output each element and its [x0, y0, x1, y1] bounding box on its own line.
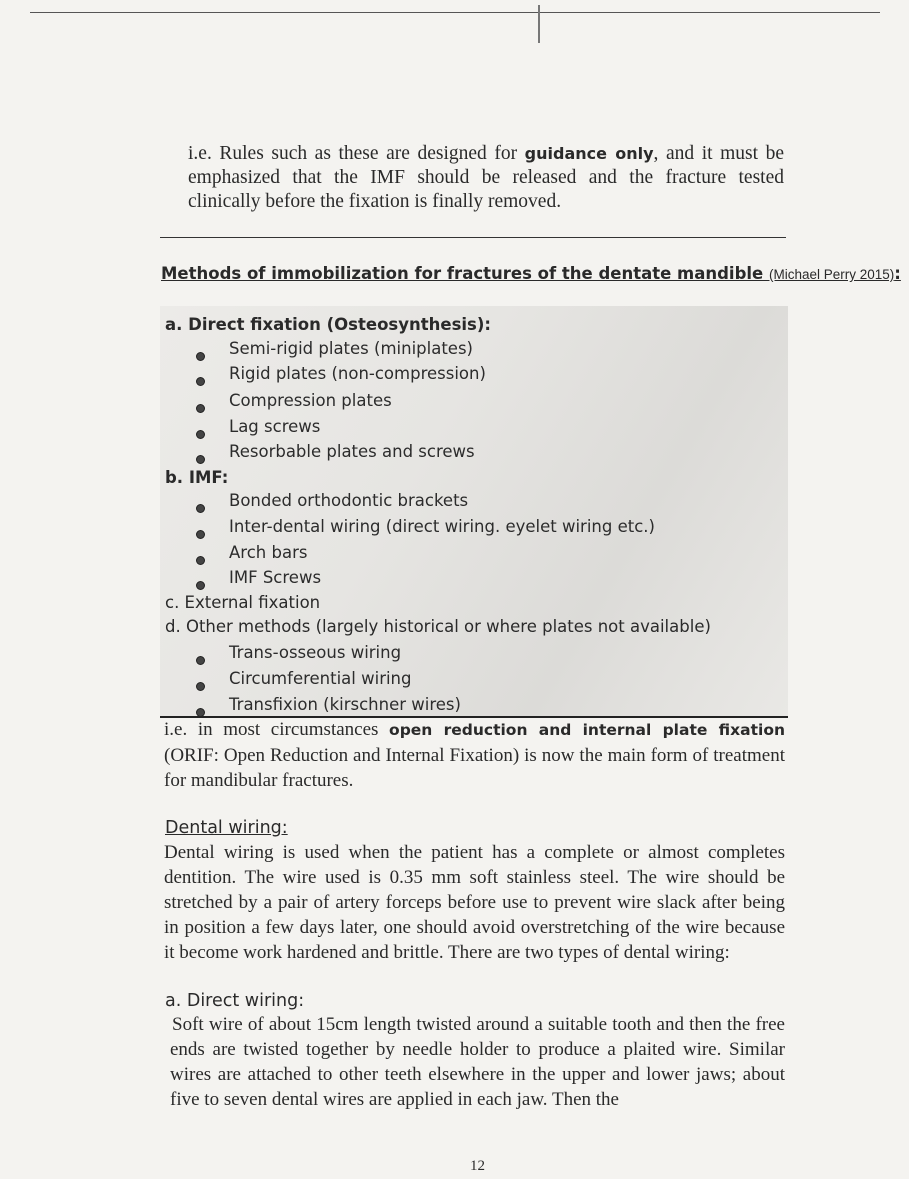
- methods-citation: (Michael Perry 2015): [769, 267, 895, 282]
- direct-wiring-heading: a. Direct wiring:: [165, 991, 305, 1011]
- orif-text-bold: open reduction and internal plate fixation: [389, 721, 785, 739]
- orif-text-post: (ORIF: Open Reduction and Internal Fixation) is now the main form of treatment for mandibular fractures.: [164, 745, 785, 791]
- list-item: Inter-dental wiring (direct wiring. eyelet wiring etc.): [229, 517, 655, 536]
- bullet-icon: [196, 404, 205, 413]
- bullet-icon: [196, 656, 205, 665]
- methods-colon: :: [894, 264, 901, 283]
- bullet-icon: [196, 581, 205, 590]
- list-item: Semi-rigid plates (miniplates): [229, 339, 473, 358]
- list-item: Circumferential wiring: [229, 669, 412, 688]
- intro-text-bold: guidance only: [524, 144, 654, 163]
- external-fixation-heading: c. External fixation: [165, 593, 321, 612]
- list-item: Lag screws: [229, 417, 321, 436]
- dental-wiring-paragraph: Dental wiring is used when the patient has a complete or almost completes dentition. The wire used is 0.35 mm soft stainless steel. The wire should be stretched by a pair of artery forceps before use to prevent wire slack after being in position a few days later, one should avoid overstretching of the wire because it become work hardened and brittle. There are two types of dental wiring:: [164, 842, 785, 963]
- section-divider: [160, 237, 786, 238]
- list-item: Rigid plates (non-compression): [229, 364, 486, 383]
- imf-heading: b. IMF:: [165, 468, 229, 487]
- methods-box: [160, 306, 788, 718]
- orif-paragraph: [164, 717, 785, 793]
- methods-heading: [161, 264, 901, 283]
- direct-fixation-heading: a. Direct fixation (Osteosynthesis):: [165, 315, 492, 334]
- bullet-icon: [196, 455, 205, 464]
- page-number: 12: [470, 1158, 485, 1174]
- methods-title: Methods of immobilization for fractures of the dentate mandible: [161, 264, 769, 283]
- bullet-icon: [196, 504, 205, 513]
- list-item: IMF Screws: [229, 568, 322, 587]
- list-item: Bonded orthodontic brackets: [229, 491, 469, 510]
- list-item: Arch bars: [229, 543, 308, 562]
- list-item: Resorbable plates and screws: [229, 442, 475, 461]
- bullet-icon: [196, 430, 205, 439]
- top-rule: [30, 12, 880, 13]
- top-mark: [538, 5, 540, 43]
- bullet-icon: [196, 682, 205, 691]
- bullet-icon: [196, 708, 205, 717]
- direct-wiring-paragraph: Soft wire of about 15cm length twisted around a suitable tooth and then the free ends are twisted together by needle holder to produce a plaited wire. Similar wires are attached to other teeth elsewhere in the upper and lower jaws; about five to seven dental wires are applied in each jaw. Then the: [170, 1014, 785, 1110]
- bullet-icon: [196, 352, 205, 361]
- dental-wiring-heading: Dental wiring:: [165, 818, 288, 838]
- list-item: Transfixion (kirschner wires): [229, 695, 461, 714]
- intro-paragraph: [188, 142, 784, 214]
- bullet-icon: [196, 377, 205, 386]
- bullet-icon: [196, 556, 205, 565]
- intro-text-pre: i.e. Rules such as these are designed for: [188, 143, 525, 164]
- other-methods-heading: d. Other methods (largely historical or where plates not available): [165, 617, 711, 636]
- intro-text-post: , and it must be emphasized that the IMF should be released and the fracture tested clinically before the fixation is finally removed.: [188, 143, 785, 212]
- orif-text-pre: i.e. in most circumstances: [164, 719, 390, 740]
- list-item: Compression plates: [229, 391, 392, 410]
- bullet-icon: [196, 530, 205, 539]
- list-item: Trans-osseous wiring: [229, 643, 402, 662]
